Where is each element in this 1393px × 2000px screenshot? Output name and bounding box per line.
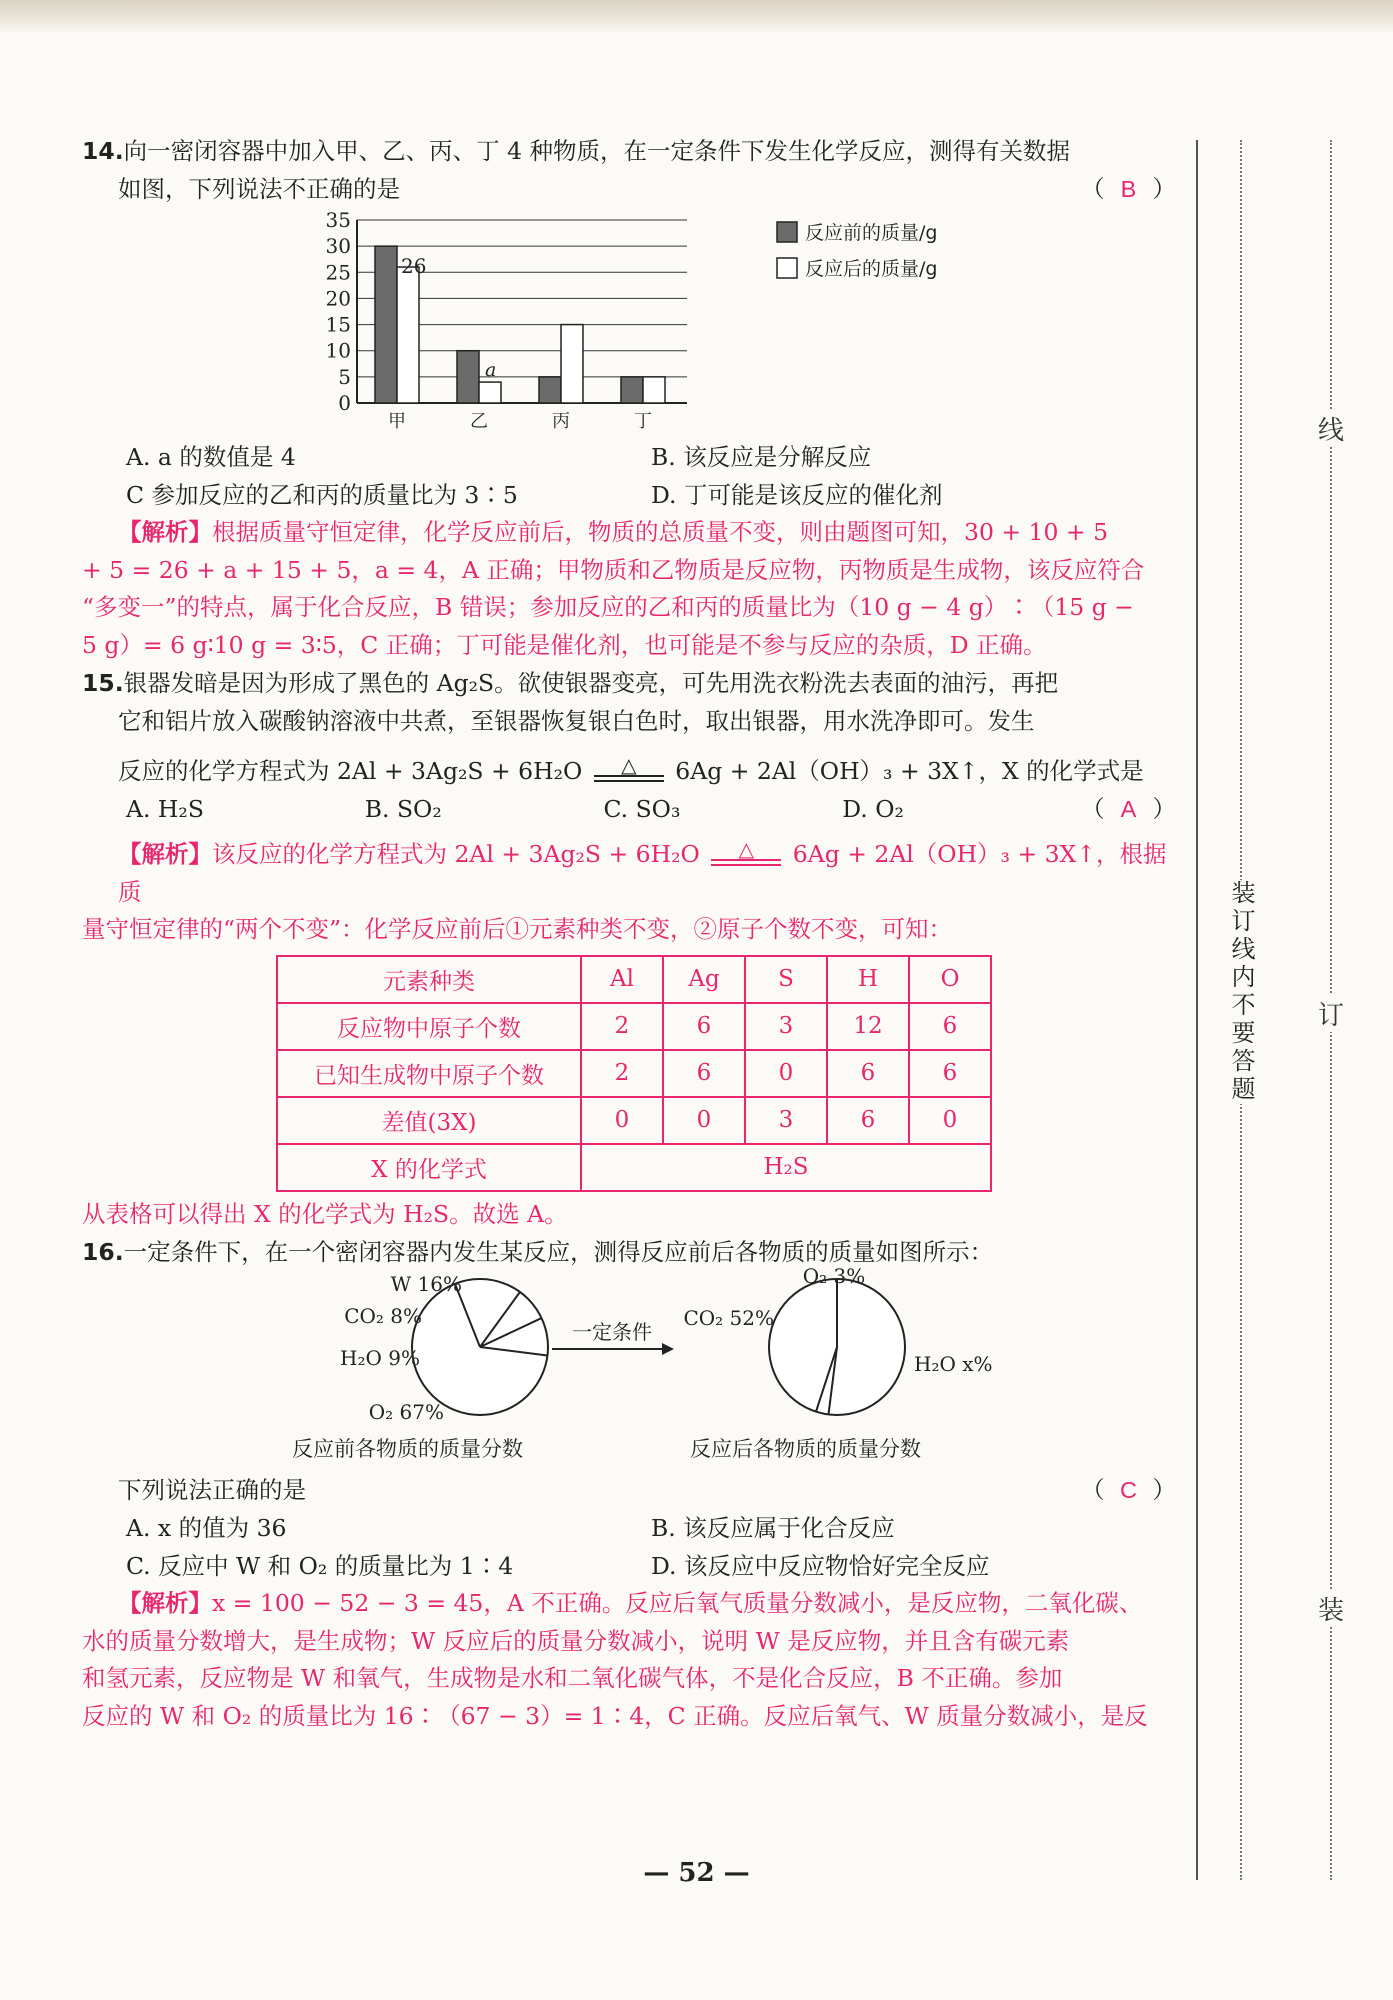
q14-analysis-tag: 【解析】 bbox=[118, 518, 212, 546]
pie-after-label: CO₂ 52% bbox=[683, 1306, 774, 1330]
q15-atom-table bbox=[276, 955, 992, 1192]
table-cell: 0 bbox=[663, 1097, 745, 1144]
q16-option-c: C. 反应中 W 和 O₂ 的质量比为 1∶4 bbox=[126, 1552, 514, 1580]
table-row bbox=[277, 1003, 991, 1050]
table-cell: 反应物中原子个数 bbox=[277, 1003, 581, 1050]
reaction-arrow-head bbox=[662, 1343, 674, 1355]
q16-stem: 一定条件下，在一个密闭容器内发生某反应，测得反应前后各物质的质量如图所示： bbox=[123, 1238, 994, 1266]
y-tick-label: 35 bbox=[325, 208, 351, 232]
q14-analysis-2: + 5 = 26 + a + 15 + 5，a = 4，A 正确；甲物质和乙物质是反应物，丙物质是生成物，该反应符合 bbox=[82, 555, 1145, 584]
pie-before-label: W 16% bbox=[390, 1272, 462, 1296]
q16-number: 16. bbox=[82, 1238, 124, 1266]
q15-answer-slot: （ A ） bbox=[1081, 790, 1176, 828]
table-cell: 2 bbox=[581, 1050, 663, 1097]
q15-option-d: D. O₂ bbox=[842, 795, 904, 823]
q14-analysis bbox=[82, 514, 1176, 664]
legend-label: 反应前的质量/g bbox=[805, 222, 938, 244]
table-header-cell: O bbox=[909, 956, 991, 1003]
q16 bbox=[82, 1233, 1176, 1271]
page-content bbox=[82, 132, 1176, 1735]
q16-analysis-4: 反应的 W 和 O₂ 的质量比为 16∶（67 − 3）= 1∶4，C 正确。反应后氧气、W 质量分数减小，是反 bbox=[82, 1701, 1148, 1730]
table-cell: 0 bbox=[909, 1097, 991, 1144]
q16-analysis-2: 水的质量分数增大，是生成物；W 反应后的质量分数减小，说明 W 是反应物，并且含有碳元素 bbox=[82, 1626, 1070, 1655]
q15-analysis-delta: △ bbox=[738, 836, 754, 861]
q16-analysis bbox=[82, 1585, 1176, 1735]
q16-answer-slot: （ C ） bbox=[1081, 1471, 1176, 1509]
x-category-label: 乙 bbox=[470, 411, 488, 432]
q14-analysis-4: 5 g）= 6 g∶10 g = 3∶5，C 正确；丁可能是催化剂，也可能是不参与反应的杂质，D 正确。 bbox=[82, 630, 1047, 659]
x-category-label: 丙 bbox=[552, 411, 570, 432]
table-cell: X 的化学式 bbox=[277, 1144, 581, 1191]
y-tick-label: 30 bbox=[325, 234, 351, 259]
y-tick-label: 20 bbox=[325, 286, 351, 311]
margin-note: 装订线内不要答题 bbox=[1224, 880, 1259, 1104]
table-header-cell: Ag bbox=[663, 956, 745, 1003]
x-category-label: 甲 bbox=[388, 411, 406, 432]
legend-swatch bbox=[777, 222, 797, 242]
table-cell: 6 bbox=[663, 1050, 745, 1097]
q15-analysis-1b: 6Ag + 2Al（OH）₃ + 3X↑，根据质 bbox=[118, 840, 1167, 906]
q15-analysis-2: 量守恒定律的“两个不变”：化学反应前后①元素种类不变，②原子个数不变，可知： bbox=[82, 915, 953, 943]
table-header-cell: 元素种类 bbox=[277, 956, 581, 1003]
table-cell: 12 bbox=[827, 1003, 909, 1050]
table-header-row bbox=[277, 956, 991, 1003]
pie-after-title: 反应后各物质的质量分数 bbox=[690, 1437, 921, 1461]
table-cell: 6 bbox=[663, 1003, 745, 1050]
bar-after bbox=[561, 325, 583, 403]
q15-number: 15. bbox=[82, 669, 124, 697]
x-category-label: 丁 bbox=[634, 411, 652, 432]
pie-after-label: O₂ 3% bbox=[802, 1264, 866, 1288]
table-row bbox=[277, 1144, 991, 1191]
margin-xian: 线 bbox=[1318, 410, 1344, 447]
q16-option-a: A. x 的值为 36 bbox=[126, 1514, 287, 1542]
q16-question-line bbox=[82, 1471, 1176, 1509]
q16-answer: C bbox=[1120, 1477, 1137, 1503]
q14-bar-chart bbox=[307, 208, 938, 438]
q14-number: 14. bbox=[82, 137, 124, 165]
table-header-cell: S bbox=[745, 956, 827, 1003]
table-row bbox=[277, 1050, 991, 1097]
y-tick-label: 10 bbox=[325, 338, 351, 363]
table-cell: 3 bbox=[745, 1097, 827, 1144]
table-header-cell: Al bbox=[581, 956, 663, 1003]
y-tick-label: 25 bbox=[325, 260, 351, 285]
table-cell: 6 bbox=[827, 1050, 909, 1097]
q16-option-b: B. 该反应属于化合反应 bbox=[651, 1514, 895, 1542]
reaction-arrow-label: 一定条件 bbox=[572, 1320, 652, 1344]
y-tick-label: 0 bbox=[338, 391, 351, 415]
scan-top-edge bbox=[0, 0, 1393, 34]
q15-option-a: A. H₂S bbox=[126, 795, 204, 823]
q15-analysis-arrow bbox=[711, 838, 781, 874]
q14-answer-slot: （ B ） bbox=[1081, 170, 1176, 208]
q14-analysis-3: “多变一”的特点，属于化合反应，B 错误；参加反应的乙和丙的质量比为（10 g − 4 g）∶（15 g − bbox=[82, 593, 1134, 621]
q15-line-1: 银器发暗是因为形成了黑色的 Ag₂S。欲使银器变亮，可先用洗衣粉洗去表面的油污，再把 bbox=[123, 669, 1059, 697]
bar-before bbox=[457, 351, 479, 403]
table-cell: 2 bbox=[581, 1003, 663, 1050]
bar-before bbox=[539, 377, 561, 403]
table-cell: 0 bbox=[745, 1050, 827, 1097]
q16-analysis-1: x = 100 − 52 − 3 = 45，A 不正确。反应后氧气质量分数减小，是反应物，二氧化碳、 bbox=[212, 1589, 1143, 1617]
table-cell: 0 bbox=[581, 1097, 663, 1144]
q15-analysis-1a: 该反应的化学方程式为 2Al + 3Ag₂S + 6H₂O bbox=[212, 840, 700, 868]
q15-delta: △ bbox=[621, 753, 637, 777]
q14-analysis-1: 根据质量守恒定律，化学反应前后，物质的总质量不变，则由题图可知，30 + 10 + 5 bbox=[212, 518, 1109, 546]
q16-pie-charts bbox=[82, 1264, 1176, 1471]
q14-option-b: B. 该反应是分解反应 bbox=[651, 443, 872, 471]
q15-line-2: 它和铝片放入碳酸钠溶液中共煮，至银器恢复银白色时，取出银器，用水洗净即可。发生 bbox=[118, 707, 1035, 735]
q15-option-b: B. SO₂ bbox=[364, 795, 442, 823]
q16-figure bbox=[82, 1264, 1176, 1471]
q15-line-3a: 反应的化学方程式为 2Al + 3Ag₂S + 6H₂O bbox=[118, 757, 583, 785]
q14-stem-1: 向一密闭容器中加入甲、乙、丙、丁 4 种物质，在一定条件下发生化学反应，测得有关数据 bbox=[123, 137, 1071, 165]
table-cell: H₂S bbox=[581, 1144, 991, 1191]
table-cell: 6 bbox=[909, 1050, 991, 1097]
pie-before-title: 反应前各物质的质量分数 bbox=[292, 1437, 523, 1461]
q16-analysis-tag: 【解析】 bbox=[118, 1589, 212, 1617]
pie-before-label: CO₂ 8% bbox=[344, 1304, 422, 1328]
q16-option-d: D. 该反应中反应物恰好完全反应 bbox=[651, 1552, 990, 1580]
table-cell: 已知生成物中原子个数 bbox=[277, 1050, 581, 1097]
bar-before bbox=[375, 246, 397, 403]
q14-option-a: A. a 的数值是 4 bbox=[126, 443, 296, 471]
bar-data-label: 26 bbox=[401, 254, 427, 279]
q15-analysis bbox=[82, 836, 1176, 949]
q15-answer: A bbox=[1120, 796, 1137, 822]
legend-label: 反应后的质量/g bbox=[805, 258, 938, 280]
q14-option-c: C 参加反应的乙和丙的质量比为 3∶5 bbox=[126, 481, 518, 509]
y-tick-label: 15 bbox=[325, 312, 351, 337]
q15-analysis-tag: 【解析】 bbox=[118, 840, 212, 868]
legend-swatch bbox=[777, 258, 797, 278]
table-header-cell: H bbox=[827, 956, 909, 1003]
pie-after-label: H₂O x% bbox=[914, 1352, 993, 1376]
q15-options bbox=[82, 790, 1081, 828]
q14-option-d: D. 丁可能是该反应的催化剂 bbox=[651, 481, 943, 509]
q15-reaction-arrow bbox=[594, 754, 664, 790]
q14-options bbox=[82, 438, 1176, 514]
table-cell: 6 bbox=[827, 1097, 909, 1144]
margin-ding: 订 bbox=[1318, 995, 1344, 1032]
q16-question: 下列说法正确的是 bbox=[118, 1476, 306, 1504]
bar-after bbox=[643, 377, 665, 403]
bar-data-label: a bbox=[485, 359, 497, 382]
pie-before-label: H₂O 9% bbox=[340, 1346, 420, 1370]
y-tick-label: 5 bbox=[338, 364, 351, 389]
page-number: — 52 — bbox=[643, 1858, 750, 1888]
table-cell: 3 bbox=[745, 1003, 827, 1050]
q15-line-3b: 6Ag + 2Al（OH）₃ + 3X↑，X 的化学式是 bbox=[675, 757, 1144, 785]
q14 bbox=[82, 132, 1176, 208]
q16-analysis-3: 和氢元素，反应物是 W 和氧气，生成物是水和二氧化碳气体，不是化合反应，B 不正确。参加 bbox=[82, 1664, 1063, 1692]
q15-option-c: C. SO₃ bbox=[603, 795, 681, 823]
q14-stem-2: 如图，下列说法不正确的是 bbox=[118, 175, 400, 203]
bar-after bbox=[479, 382, 501, 403]
table-cell: 差值(3X) bbox=[277, 1097, 581, 1144]
margin-solid-rule bbox=[1196, 140, 1198, 1880]
q16-options bbox=[82, 1509, 1176, 1585]
bar-before bbox=[621, 377, 643, 403]
table-row bbox=[277, 1097, 991, 1144]
pie-before-label: O₂ 67% bbox=[368, 1400, 444, 1424]
margin-zhuang: 装 bbox=[1318, 1590, 1344, 1627]
table-cell: 6 bbox=[909, 1003, 991, 1050]
q14-answer: B bbox=[1120, 176, 1137, 202]
bar-after bbox=[397, 267, 419, 403]
q15-conclusion: 从表格可以得出 X 的化学式为 H₂S。故选 A。 bbox=[82, 1199, 568, 1228]
